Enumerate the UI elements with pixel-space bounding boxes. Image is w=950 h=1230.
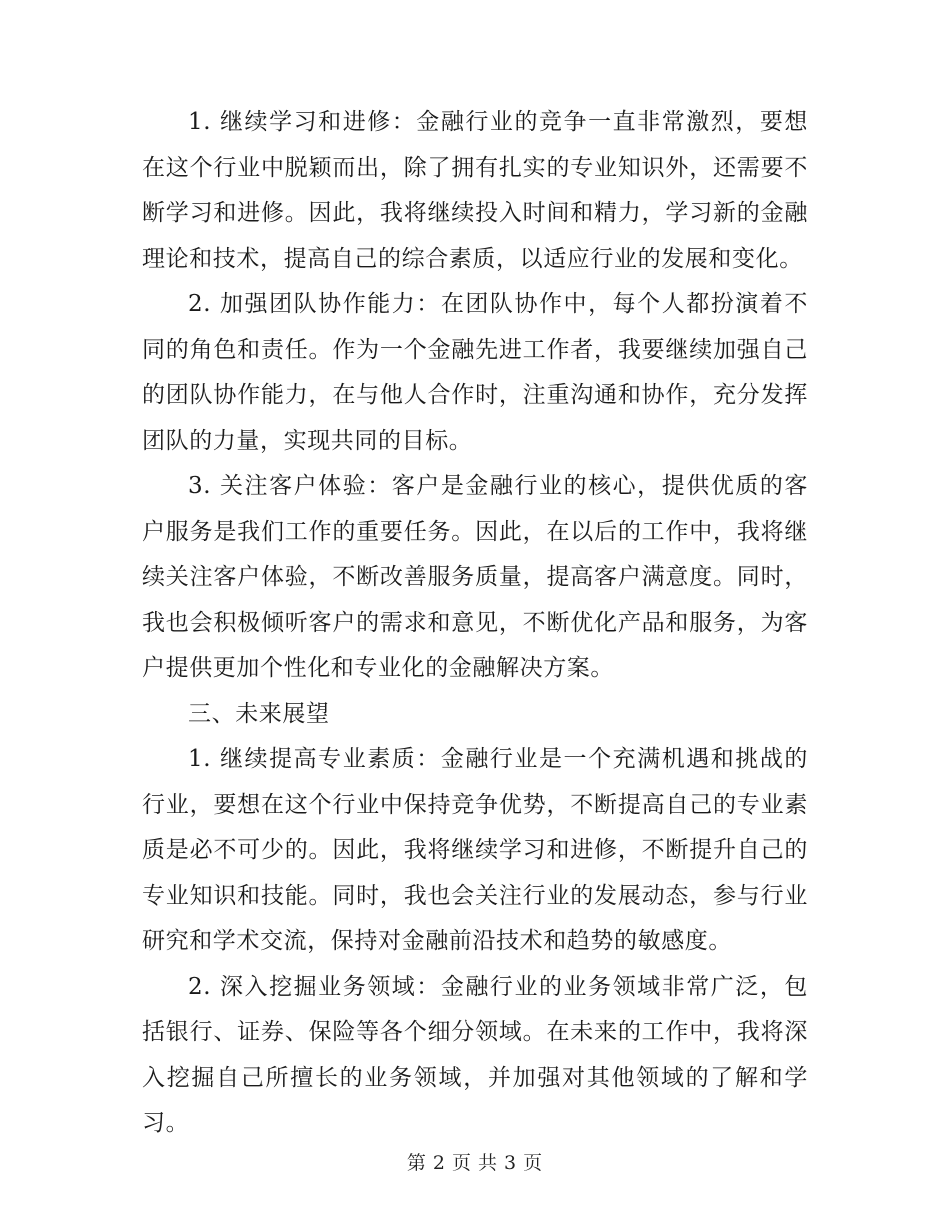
footer-total-pages: 3 bbox=[504, 1152, 518, 1174]
document-body bbox=[142, 100, 808, 1147]
paragraph-business-domains: 2. 深入挖掘业务领域：金融行业的业务领域非常广泛，包括银行、证券、保险等各个细分领域。在未来的工作中，我将深入挖掘自己所擅长的业务领域，并加强对其他领域的了解和学习。 bbox=[142, 973, 808, 1136]
paragraph-continue-learning: 1. 继续学习和进修：金融行业的竞争一直非常激烈，要想在这个行业中脱颖而出，除了拥有扎实的专业知识外，还需要不断学习和进修。因此，我将继续投入时间和精力，学习新的金融理论和技术，提高自己的综合素质，以适应行业的发展和变化。 bbox=[142, 109, 808, 272]
page-footer bbox=[0, 1148, 950, 1175]
footer-current-page: 2 bbox=[432, 1152, 446, 1174]
footer-label-total-unit: 页 bbox=[523, 1152, 544, 1174]
section-heading-future-outlook: 三、未来展望 bbox=[188, 700, 330, 727]
paragraph-professional-quality: 1. 继续提高专业素质：金融行业是一个充满机遇和挑战的行业，要想在这个行业中保持竞争优势，不断提高自己的专业素质是必不可少的。因此，我将继续学习和进修，不断提升自己的专业知识和技能。同时，我也会关注行业的发展动态，参与行业研究和学术交流，保持对金融前沿技术和趋势的敏感度。 bbox=[142, 746, 808, 954]
footer-label-page: 第 bbox=[406, 1152, 427, 1174]
footer-label-page-unit: 页 bbox=[451, 1152, 472, 1174]
footer-label-total: 共 bbox=[478, 1152, 499, 1174]
paragraph-teamwork: 2. 加强团队协作能力：在团队协作中，每个人都扮演着不同的角色和责任。作为一个金融先进工作者，我要继续加强自己的团队协作能力，在与他人合作时，注重沟通和协作，充分发挥团队的力量，实现共同的目标。 bbox=[142, 291, 808, 454]
paragraph-customer-experience: 3. 关注客户体验：客户是金融行业的核心，提供优质的客户服务是我们工作的重要任务。因此，在以后的工作中，我将继续关注客户体验，不断改善服务质量，提高客户满意度。同时，我也会积极倾听客户的需求和意见，不断优化产品和服务，为客户提供更加个性化和专业化的金融解决方案。 bbox=[142, 473, 808, 681]
